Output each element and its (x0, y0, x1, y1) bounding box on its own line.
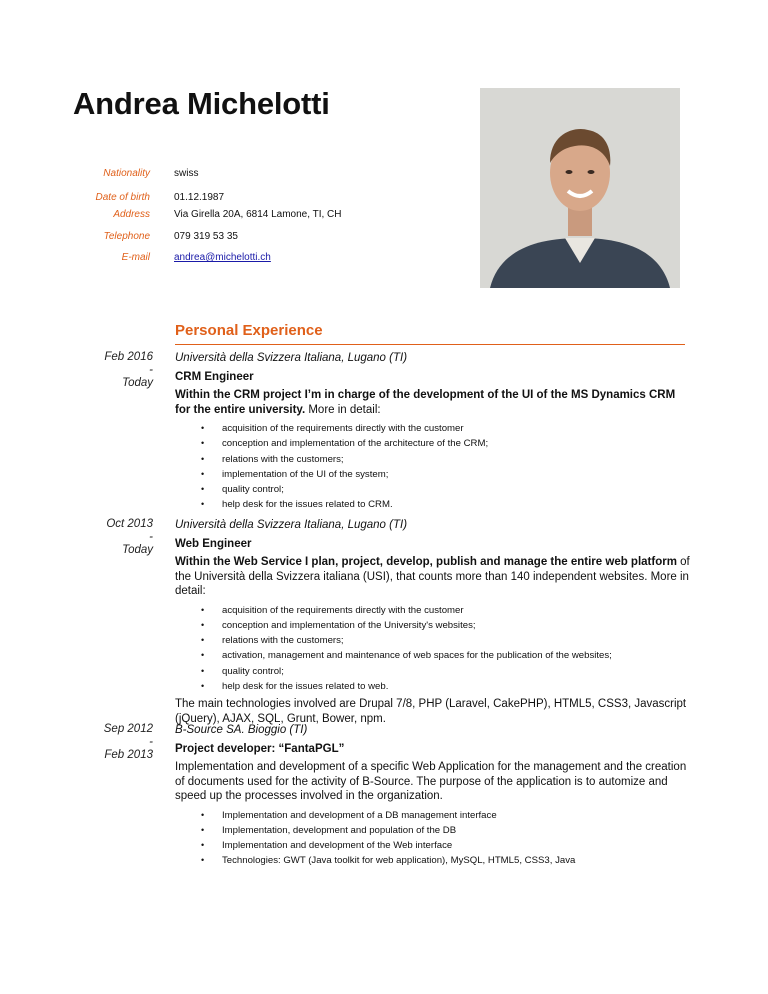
date-to: Feb 2013 (104, 749, 153, 761)
section-divider (175, 344, 685, 345)
list-item (175, 633, 690, 648)
entry-role: CRM Engineer (175, 370, 254, 383)
date-separator: - (149, 531, 153, 543)
bullet-icon: • (201, 619, 205, 630)
entry-organization: B-Source SA. Bioggio (TI) (175, 724, 308, 736)
info-row-nationality (0, 168, 460, 184)
technologies-summary: The main technologies involved are Drupal 7/8, PHP (Laravel, CakePHP), HTML5, CSS3, Javascript (jQuery), AJAX, SQL, Grunt, Bower, npm. (175, 698, 687, 725)
date-separator: - (149, 364, 153, 376)
bullet-icon: • (201, 635, 205, 646)
info-row-email (0, 252, 460, 268)
entry-description: Implementation and development of a specific Web Application for the management and the creation of documents used for the activity of B-Source. The purpose of the application is to automize and speed up the processes involved in the organization. (175, 761, 687, 802)
description-text: of the Università della Svizzera italiana (USI), that counts more than 140 independent websites. More in detail: (175, 556, 690, 597)
bullet-icon: • (201, 453, 205, 464)
info-row-telephone (0, 231, 460, 247)
description-text: More in detail: (305, 403, 381, 416)
list-item (175, 838, 690, 853)
bullet-icon: • (201, 423, 205, 433)
list-item-text: Implementation, development and population of the DB (222, 824, 457, 836)
list-item (175, 808, 690, 823)
bullet-list (175, 421, 690, 513)
entry-description (175, 388, 690, 417)
entry-body (175, 723, 690, 869)
date-to: Today (122, 377, 153, 389)
list-item-text: help desk for the issues related to web. (222, 680, 389, 692)
bullet-list (175, 808, 690, 869)
list-item-text: acquisition of the requirements directly with the customer (222, 423, 464, 434)
entry-dates (60, 351, 153, 390)
bullet-icon: • (201, 824, 205, 835)
list-item (175, 679, 690, 694)
list-item-text: quality control; (222, 484, 284, 496)
section-title: Personal Experience (175, 322, 323, 339)
info-label: Date of birth (95, 192, 150, 203)
entry-organization: Università della Svizzera Italiana, Lugano (TI) (175, 352, 408, 364)
entry-dates (60, 723, 153, 762)
list-item-text: implementation of the UI of the system; (222, 468, 389, 480)
list-item (175, 823, 690, 838)
profile-photo (480, 88, 680, 288)
info-value: 01.12.1987 (174, 192, 225, 203)
info-label: Telephone (103, 231, 150, 242)
cv-name: Andrea Michelotti (73, 86, 330, 121)
date-from: Feb 2016 (104, 351, 153, 363)
bullet-list (175, 603, 690, 695)
list-item-text: activation, management and maintenance of web spaces for the publication of the websites; (222, 650, 612, 662)
info-label: Address (113, 209, 150, 220)
info-label: E-mail (121, 252, 150, 263)
date-from: Sep 2012 (103, 723, 153, 735)
date-to: Today (122, 544, 153, 556)
list-item-text: conception and implementation of the University's websites; (222, 619, 476, 631)
list-item (175, 853, 690, 868)
description-bold: Within the Web Service I plan, project, develop, publish and manage the entire web platform (175, 556, 677, 568)
bullet-icon: • (201, 484, 205, 495)
bullet-icon: • (201, 650, 205, 661)
entry-description (175, 555, 690, 599)
info-label: Nationality (103, 168, 150, 179)
email-link[interactable]: andrea@michelotti.ch (174, 252, 271, 263)
list-item (175, 436, 690, 451)
list-item-text: relations with the customers; (222, 635, 344, 647)
list-item (175, 497, 690, 512)
list-item (175, 467, 690, 482)
bullet-icon: • (201, 680, 205, 691)
entry-role: Project developer: “FantaPGL” (175, 742, 345, 755)
list-item-text: help desk for the issues related to CRM. (222, 499, 393, 511)
list-item (175, 648, 690, 663)
list-item-text: Technologies: GWT (Java toolkit for web application), MySQL, HTML5, CSS3, Java (222, 855, 576, 867)
list-item-text: Implementation and development of a DB management interface (222, 809, 497, 821)
list-item-text: relations with the customers; (222, 453, 344, 465)
list-item-text: Implementation and development of the Web interface (222, 840, 453, 852)
date-separator: - (149, 736, 153, 748)
entry-role: Web Engineer (175, 537, 252, 550)
entry-dates (60, 518, 153, 557)
bullet-icon: • (201, 499, 205, 510)
bullet-icon: • (201, 665, 205, 676)
list-item-text: conception and implementation of the architecture of the CRM; (222, 438, 489, 450)
list-item-text: quality control; (222, 665, 284, 677)
description-bold: Within the CRM project I’m in charge of the development of the UI of the MS Dynamics CRM for the entire university. (175, 389, 676, 416)
portrait-image (480, 88, 680, 288)
entry-organization: Università della Svizzera Italiana, Lugano (TI) (175, 519, 408, 531)
info-row-address (0, 209, 460, 225)
info-value: Via Girella 20A, 6814 Lamone, TI, CH (174, 209, 342, 220)
info-row-date-of-birth (0, 192, 460, 208)
bullet-icon: • (201, 438, 205, 449)
list-item-text: acquisition of the requirements directly with the customer (222, 604, 464, 616)
info-value: swiss (174, 168, 199, 179)
bullet-icon: • (201, 604, 205, 615)
bullet-icon: • (201, 855, 205, 866)
list-item (175, 452, 690, 467)
bullet-icon: • (201, 840, 205, 851)
entry-body (175, 518, 690, 726)
list-item (175, 618, 690, 633)
info-value: 079 319 53 35 (174, 231, 238, 242)
list-item (175, 421, 690, 436)
list-item (175, 482, 690, 497)
list-item (175, 664, 690, 679)
date-from: Oct 2013 (106, 518, 153, 530)
info-value (174, 252, 271, 263)
bullet-icon: • (201, 809, 205, 820)
bullet-icon: • (201, 468, 205, 479)
list-item (175, 603, 690, 618)
entry-body (175, 351, 690, 513)
